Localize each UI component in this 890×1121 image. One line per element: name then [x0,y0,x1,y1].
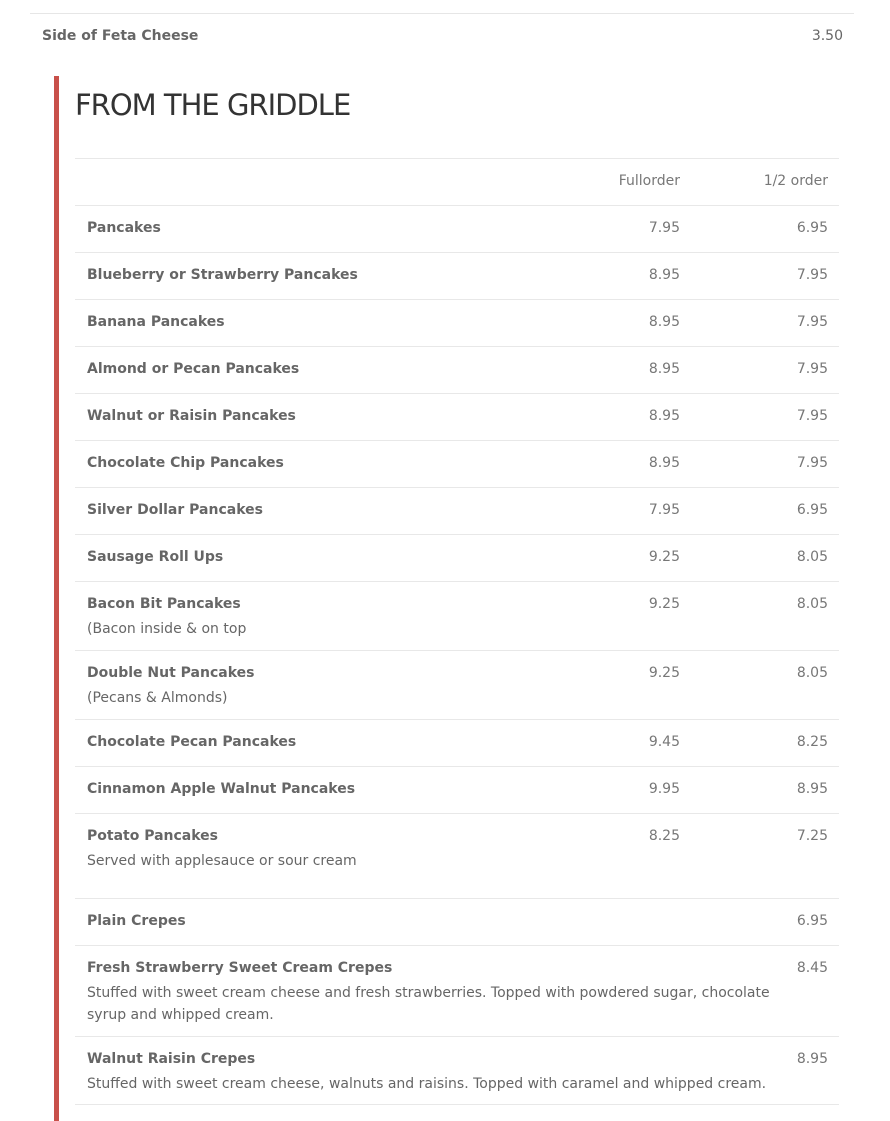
menu-item-row [30,14,854,60]
menu-item-row [75,898,839,945]
section-title: FROM THE GRIDDLE [75,88,351,122]
column-header-full-order: Fullorder [618,173,680,189]
menu-item-description: Stuffed with sweet cream cheese, walnuts and raisins. Topped with caramel and whipped cream. [87,1076,767,1092]
menu-item-half-price: 6.95 [796,220,828,236]
menu-item-name: Blueberry or Strawberry Pancakes [87,267,358,283]
menu-item-half-price: 7.95 [796,267,828,283]
menu-item-half-price: 7.95 [796,314,828,330]
menu-item-name: Plain Crepes [87,913,186,929]
menu-item-name: Banana Pancakes [87,314,225,330]
menu-item-name: Chocolate Chip Pancakes [87,455,284,471]
menu-item-name: Pancakes [87,220,161,236]
menu-item-price: 3.50 [811,28,843,44]
menu-item-full-price: 9.25 [648,665,680,681]
menu-item-row [75,534,839,581]
menu-item-row [75,650,839,719]
menu-item-name: Walnut or Raisin Pancakes [87,408,296,424]
menu-item-name: Cinnamon Apple Walnut Pancakes [87,781,356,797]
menu-item-half-price: 8.05 [796,665,828,681]
menu-item-full-price: 9.45 [648,734,680,750]
menu-item-row [75,487,839,534]
menu-table [75,158,839,1105]
menu-item-name: Fresh Strawberry Sweet Cream Crepes [87,960,393,976]
menu-item-full-price: 8.25 [648,828,680,844]
menu-item-row [75,945,839,1036]
menu-item-description: (Bacon inside & on top [87,621,247,637]
menu-item-description: (Pecans & Almonds) [87,690,228,706]
menu-item-half-price: 8.95 [796,781,828,797]
menu-item-full-price: 8.95 [648,267,680,283]
menu-item-description: Served with applesauce or sour cream [87,853,357,869]
menu-item-name: Chocolate Pecan Pancakes [87,734,297,750]
menu-item-name: Silver Dollar Pancakes [87,502,263,518]
menu-item-row [75,766,839,813]
menu-item-price: 8.95 [796,1051,828,1067]
menu-item-name: Walnut Raisin Crepes [87,1051,256,1067]
menu-item-row [75,205,839,252]
menu-item-price: 6.95 [796,913,828,929]
menu-item-row [75,252,839,299]
menu-item-price: 8.45 [796,960,828,976]
menu-item-half-price: 7.25 [796,828,828,844]
column-header-half-order: 1/2 order [763,173,828,189]
menu-item-row [75,1036,839,1105]
menu-item-description: Stuffed with sweet cream cheese and fresh strawberries. Topped with powdered sugar, chocolate syrup and whipped cream. [87,985,770,1023]
menu-item-name: Sausage Roll Ups [87,549,224,565]
menu-item-half-price: 7.95 [796,361,828,377]
menu-item-full-price: 7.95 [648,502,680,518]
menu-table-header [75,158,839,205]
menu-item-half-price: 7.95 [796,455,828,471]
menu-item-row [75,393,839,440]
menu-item-half-price: 6.95 [796,502,828,518]
menu-item-full-price: 9.95 [648,781,680,797]
menu-item-name: Double Nut Pancakes [87,665,255,681]
menu-item-name: Bacon Bit Pancakes [87,596,241,612]
menu-item-half-price: 8.25 [796,734,828,750]
menu-item-full-price: 8.95 [648,314,680,330]
menu-item-half-price: 7.95 [796,408,828,424]
menu-item-full-price: 8.95 [648,361,680,377]
menu-item-full-price: 7.95 [648,220,680,236]
menu-item-row [75,813,839,898]
menu-item-row [75,299,839,346]
menu-item-half-price: 8.05 [796,549,828,565]
menu-item-half-price: 8.05 [796,596,828,612]
menu-item-row [75,719,839,766]
menu-item-name: Potato Pancakes [87,828,219,844]
menu-item-name: Side of Feta Cheese [42,28,199,44]
menu-item-name: Almond or Pecan Pancakes [87,361,300,377]
menu-item-row [75,581,839,650]
menu-item-full-price: 8.95 [648,408,680,424]
menu-item-full-price: 9.25 [648,549,680,565]
griddle-section [54,76,844,1121]
menu-item-row [75,346,839,393]
menu-item-row [75,440,839,487]
menu-item-full-price: 8.95 [648,455,680,471]
menu-item-full-price: 9.25 [648,596,680,612]
